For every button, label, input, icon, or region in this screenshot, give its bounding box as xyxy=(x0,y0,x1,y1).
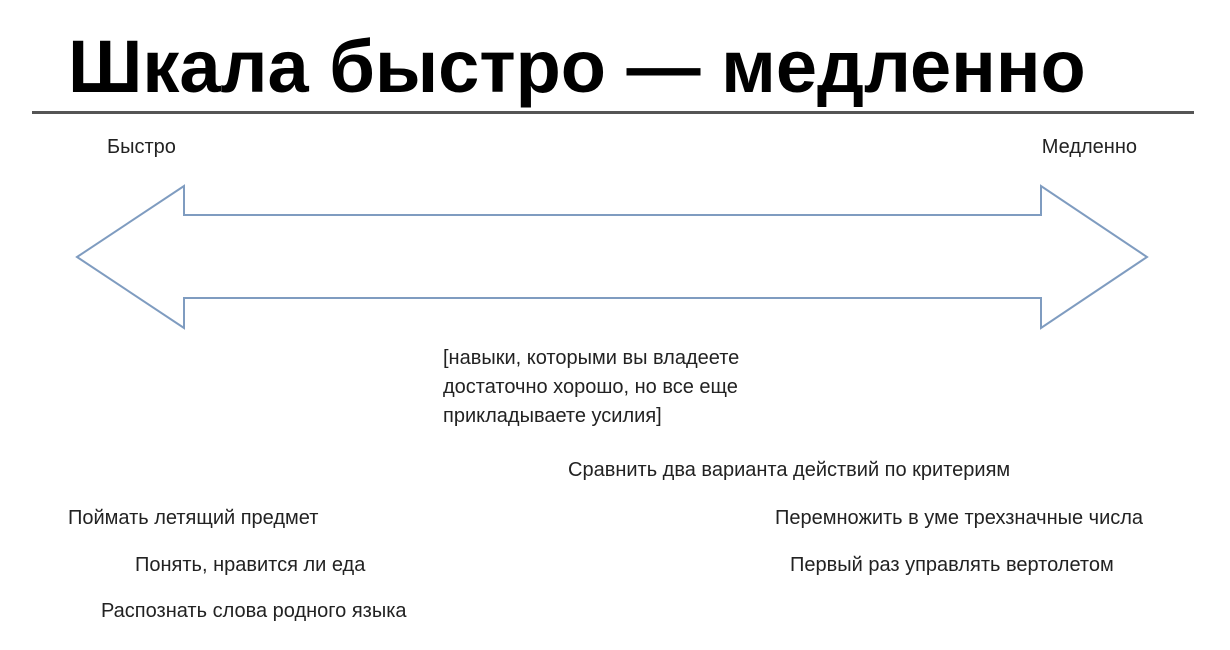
note-line: прикладываете усилия] xyxy=(443,405,662,427)
example-multiply-numbers: Перемножить в уме трехзначные числа xyxy=(775,507,1144,529)
example-compare-options: Сравнить два варианта действий по критериям xyxy=(568,459,1011,481)
slide-title: Шкала быстро — медленно xyxy=(68,25,1086,108)
middle-note xyxy=(443,344,823,431)
note-line: достаточно хорошо, но все еще xyxy=(443,376,738,398)
example-fly-helicopter: Первый раз управлять вертолетом xyxy=(790,554,1114,576)
slow-label: Медленно xyxy=(1041,136,1137,158)
example-like-food: Понять, нравится ли еда xyxy=(135,554,366,576)
fast-label: Быстро xyxy=(107,136,176,158)
double-arrow-shape xyxy=(77,186,1147,328)
note-line: [навыки, которыми вы владеете xyxy=(443,347,740,369)
example-catch-object: Поймать летящий предмет xyxy=(68,507,319,529)
example-recognize-words: Распознать слова родного языка xyxy=(101,600,407,622)
